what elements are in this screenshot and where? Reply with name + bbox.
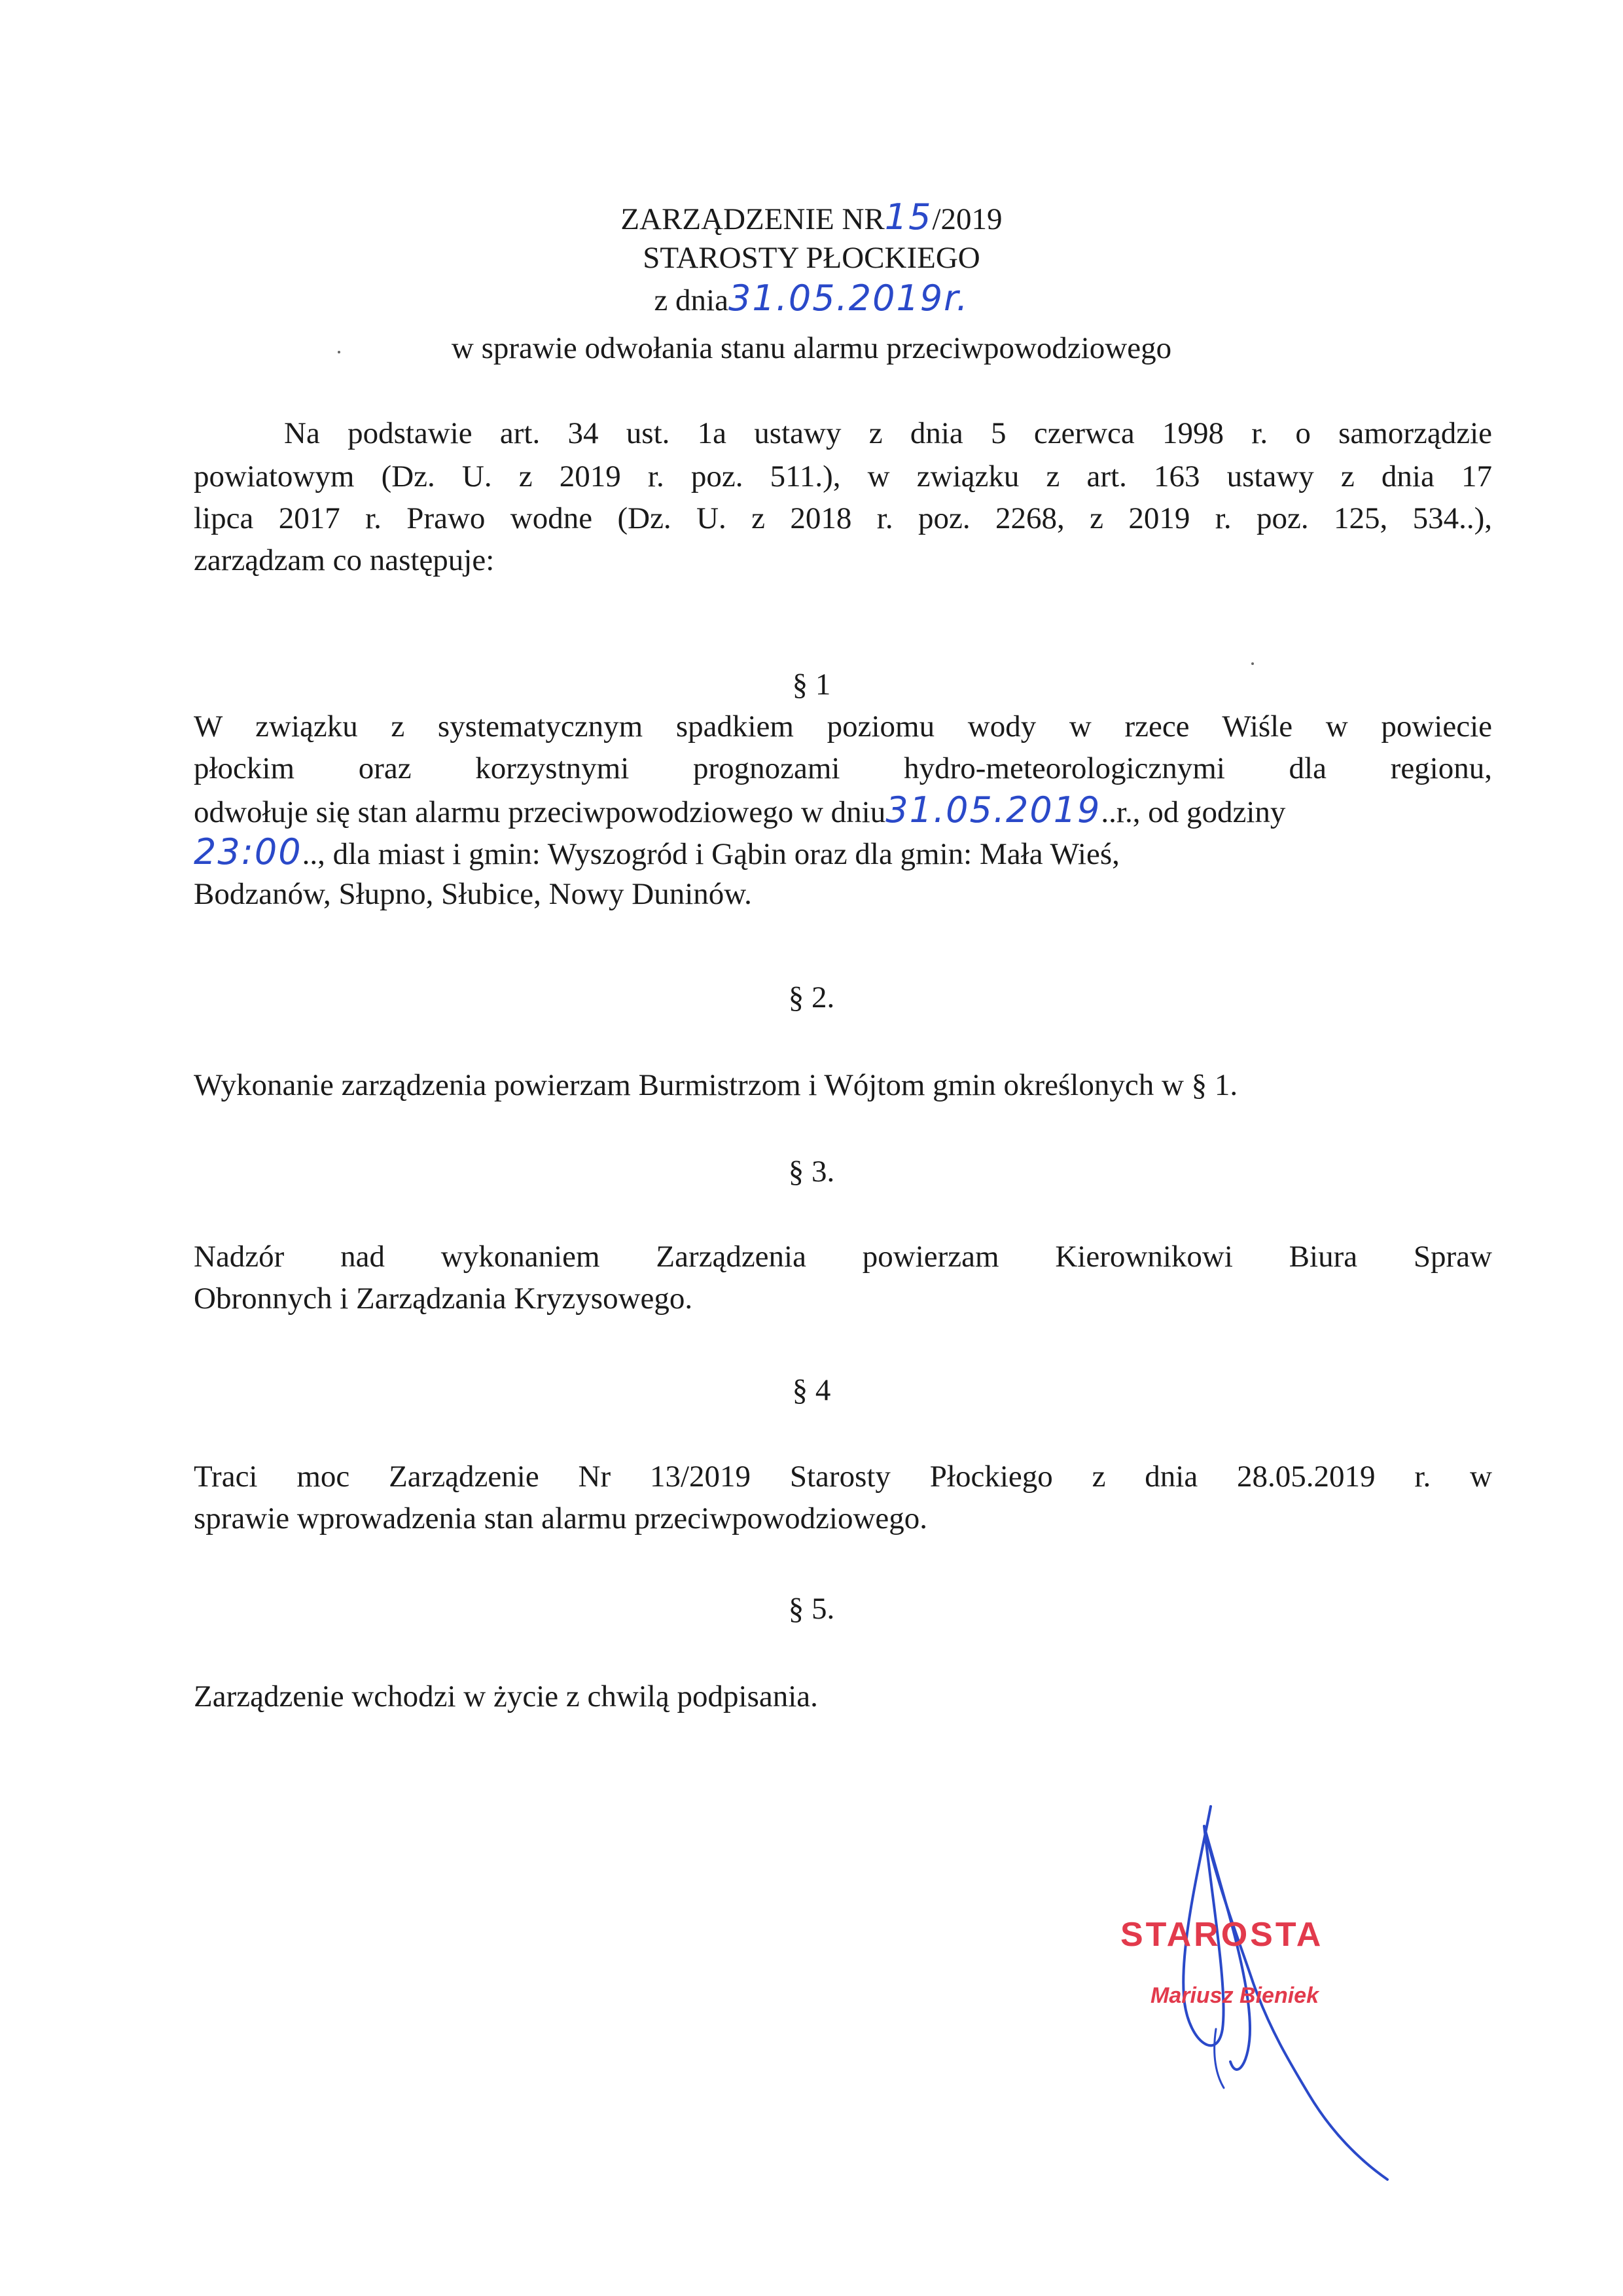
preamble-line-3: lipca 2017 r. Prawo wodne (Dz. U. z 2018 r. poz. 2268, z 2019 r. poz. 125, 534..), bbox=[194, 501, 1492, 535]
handwritten-number: 15 bbox=[884, 196, 933, 238]
document-issuer: STAROSTY PŁOCKIEGO bbox=[643, 241, 980, 275]
title-suffix: /2019 bbox=[932, 202, 1003, 236]
section-1-line-3 bbox=[194, 791, 1492, 832]
date-prefix: z dnia bbox=[654, 283, 728, 317]
section-2-text: Wykonanie zarządzenia powierzam Burmistrzom i Wójtom gmin określonych w § 1. bbox=[194, 1068, 1238, 1102]
section-1-line-1: W związku z systematycznym spadkiem poziomu wody w rzece Wiśle w powiecie bbox=[194, 709, 1492, 744]
section-3-line-2: Obronnych i Zarządzania Kryzysowego. bbox=[194, 1282, 693, 1316]
line3-prefix: odwołuje się stan alarmu przeciwpowodziowego w dniu bbox=[194, 795, 886, 829]
scan-speck bbox=[1251, 662, 1254, 665]
line3-mid: ..r., od godziny bbox=[1101, 795, 1286, 829]
handwritten-time-field: 23:00 bbox=[194, 831, 302, 872]
document-date bbox=[0, 279, 1623, 320]
document-title bbox=[0, 198, 1623, 239]
scan-speck bbox=[338, 351, 340, 353]
handwritten-date: 31.05.2019r. bbox=[728, 278, 969, 319]
line4-rest: .., dla miast i gmin: Wyszogród i Gąbin oraz dla gmin: Mała Wieś, bbox=[302, 837, 1120, 871]
section-1-line-5: Bodzanów, Słupno, Słubice, Nowy Duninów. bbox=[194, 877, 752, 911]
section-4-line-2: sprawie wprowadzenia stan alarmu przeciwpowodziowego. bbox=[194, 1501, 928, 1535]
preamble-line-2: powiatowym (Dz. U. z 2019 r. poz. 511.), w związku z art. 163 ustawy z dnia 17 bbox=[194, 459, 1492, 493]
stamp-title: STAROSTA bbox=[1120, 1916, 1324, 1954]
handwritten-date-field: 31.05.2019 bbox=[885, 789, 1101, 831]
section-1-line-2: płockim oraz korzystnymi prognozami hydro-meteorologicznymi dla regionu, bbox=[194, 751, 1492, 785]
section-1-heading: § 1 bbox=[792, 668, 831, 702]
section-1-line-4 bbox=[194, 833, 1492, 874]
title-prefix: ZARZĄDZENIE NR bbox=[620, 202, 885, 236]
section-4-heading: § 4 bbox=[792, 1373, 831, 1407]
section-2-heading: § 2. bbox=[788, 980, 835, 1014]
section-4-line-1: Traci moc Zarządzenie Nr 13/2019 Starosty Płockiego z dnia 28.05.2019 r. w bbox=[194, 1460, 1492, 1494]
preamble-line-1: Na podstawie art. 34 ust. 1a ustawy z dnia 5 czerwca 1998 r. o samorządzie bbox=[284, 416, 1492, 450]
section-3-heading: § 3. bbox=[788, 1155, 835, 1189]
section-5-heading: § 5. bbox=[788, 1592, 835, 1626]
section-3-line-1: Nadzór nad wykonaniem Zarządzenia powierzam Kierownikowi Biura Spraw bbox=[194, 1240, 1492, 1274]
section-5-text: Zarządzenie wchodzi w życie z chwilą podpisania. bbox=[194, 1679, 818, 1713]
preamble-line-4: zarządzam co następuje: bbox=[194, 543, 495, 577]
stamp-name: Mariusz Bieniek bbox=[1150, 1983, 1319, 2008]
document-subject: w sprawie odwołania stanu alarmu przeciwpowodziowego bbox=[451, 331, 1172, 365]
